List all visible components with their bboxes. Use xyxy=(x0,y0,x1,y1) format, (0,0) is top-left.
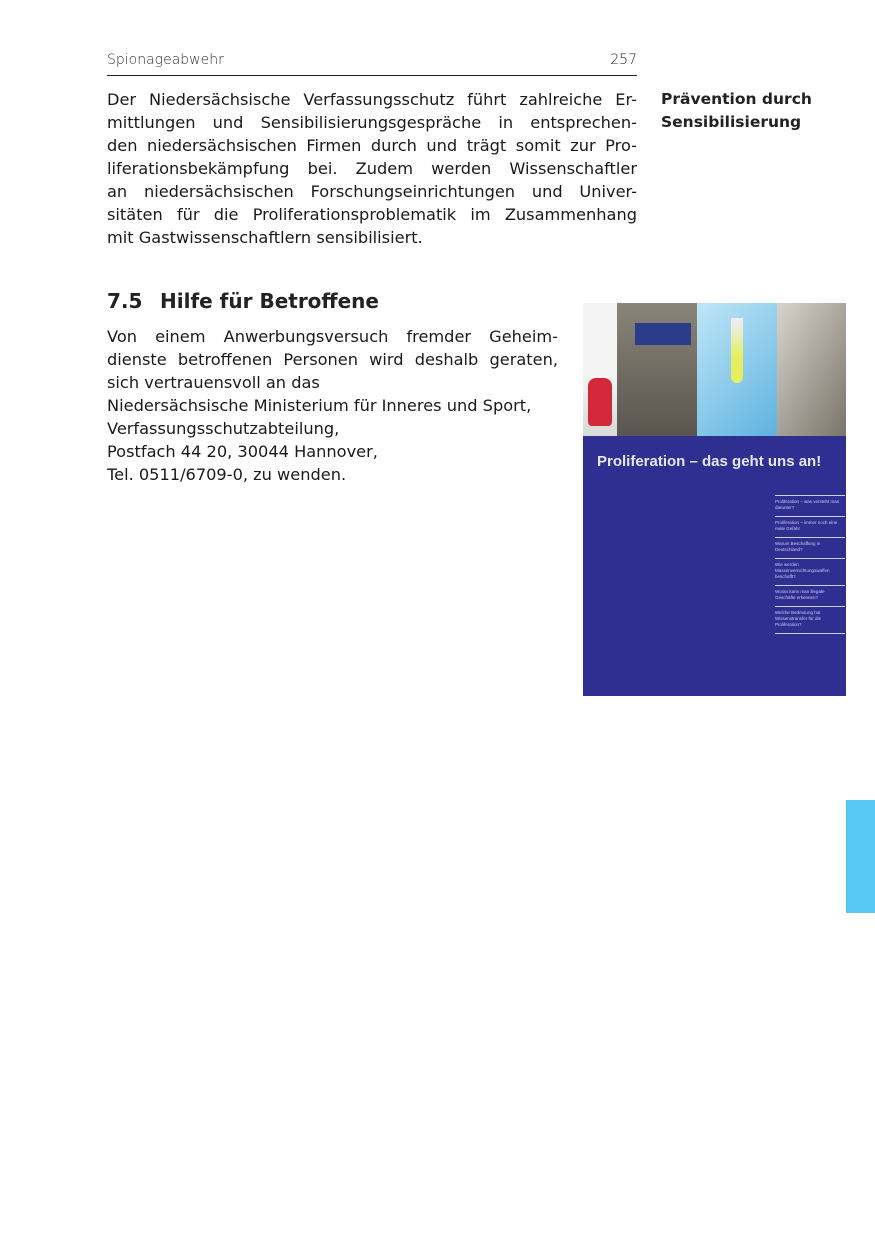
brochure-topic: Welche Bedeutung hat Wissenstransfer für die Proliferation? xyxy=(775,606,845,634)
brochure-topic: Warum Beschaffung in Deutschland? xyxy=(775,537,845,558)
flask-photo xyxy=(583,303,617,436)
page-number: 257 xyxy=(610,52,637,68)
text-line: Von einem Anwerbungsversuch fremder Geheim- xyxy=(107,327,558,346)
text-line: mit Gastwissenschaftlern sensibilisiert. xyxy=(107,228,423,247)
text-line: Postfach 44 20, 30044 Hannover, xyxy=(107,442,378,461)
brochure-topic: Woran kann man illegale Geschäfte erkennen? xyxy=(775,585,845,606)
running-header xyxy=(107,52,637,76)
brochure-topics xyxy=(775,495,845,634)
text-line: Tel. 0511/6709-0, zu wenden. xyxy=(107,465,347,484)
text-line: Verfassungsschutzabteilung, xyxy=(107,419,340,438)
text-line: Der Niedersächsische Verfassungsschutz führt zahlreiche Er- xyxy=(107,90,637,109)
paragraph-prevention xyxy=(107,88,637,249)
header-section: Spionageabwehr xyxy=(107,52,224,68)
section-heading xyxy=(107,289,379,313)
text-line: Niedersächsische Ministerium für Inneres und Sport, xyxy=(107,396,532,415)
margin-note xyxy=(661,88,812,134)
brochure-title: Proliferation – das geht uns an! xyxy=(597,453,822,470)
paragraph-help xyxy=(107,325,558,486)
text-line: sitäten für die Proliferationsproblematik im Zusammenhang xyxy=(107,205,637,224)
text-line: mittlungen und Sensibilisierungsgespräche in entsprechen- xyxy=(107,113,637,132)
text-line: an niedersächsischen Forschungseinrichtungen und Univer- xyxy=(107,182,637,201)
brochure-cover-image xyxy=(583,303,846,696)
section-number: 7.5 xyxy=(107,289,143,313)
brochure-topic: Wie werden Massenvernichtungswaffen beschafft? xyxy=(775,558,845,585)
brochure-topic: Proliferation – was versteht man darunter? xyxy=(775,495,845,516)
lab-scientist-photo xyxy=(697,303,777,436)
protective-suit-photo xyxy=(777,303,846,436)
text-line: liferationsbekämpfung bei. Zudem werden Wissenschaftler xyxy=(107,159,637,178)
brochure-topic: Proliferation – immer noch eine reale Gefahr xyxy=(775,516,845,537)
chapter-thumb-tab xyxy=(846,800,875,913)
text-line: den niedersächsischen Firmen durch und trägt somit zur Pro- xyxy=(107,136,637,155)
margin-note-line: Sensibilisierung xyxy=(661,113,802,131)
text-line: dienste betroffenen Personen wird deshalb geraten, xyxy=(107,350,558,369)
missile-photo xyxy=(617,303,697,436)
section-title: Hilfe für Betroffene xyxy=(160,289,379,313)
margin-note-line: Prävention durch xyxy=(661,90,812,108)
cover-photo-strip xyxy=(583,303,846,436)
text-line: sich vertrauensvoll an das xyxy=(107,373,320,392)
